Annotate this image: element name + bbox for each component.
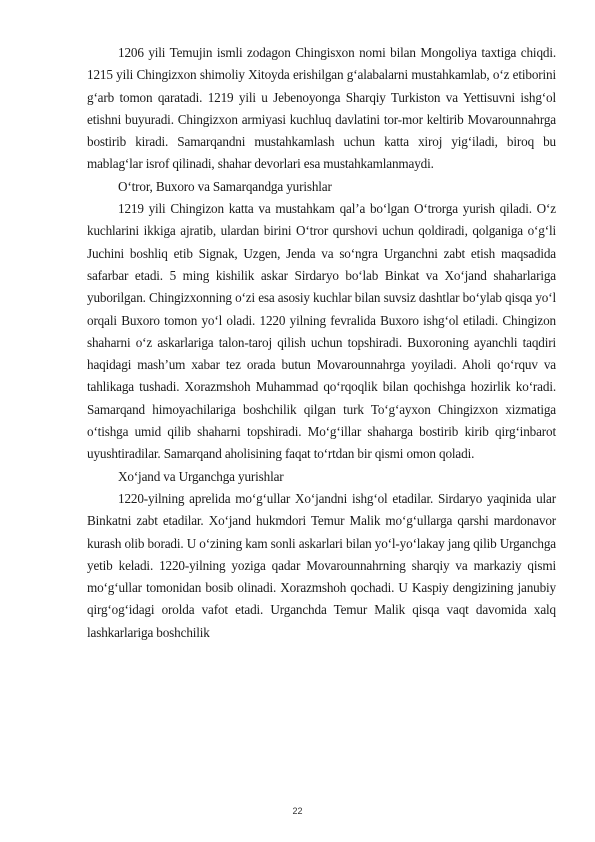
page-number: 22 bbox=[292, 806, 303, 816]
paragraph-otror-campaign: 1219 yili Chingizon katta va mustahkam qal’a bo‘lgan O‘trorga yurish qiladi. O‘z kuchlarini ikkiga ajratib, ulardan birini O‘tror qurshovi uchun qoldiradi, qolganiga o‘g‘li Juchini boshliq etib Signak, Uzgen, Jenda va so‘ngra Urganchni zabt etish maqsadida safarbar etadi. 5 ming kishilik askar Sirdaryo bo‘lab Binkat va Xo‘jand shaharlariga yuborilgan. Chingizxonning o‘zi esa asosiy kuchlar bilan suvsiz dashtlar bo‘ylab qisqa yo‘l orqali Buxoro tomon yo‘l oladi. 1220 yilning fevralida Buxoro ishg‘ol etiladi. Chingizon shaharni o‘z askarlariga talon-taroj qilish uchun topshiradi. Buxoroning ayanchli taqdiri haqidagi mash’um xabar tez orada butun Movarounnahrga yoyiladi. Aholi qo‘rquv va tahlikaga tushadi. Xorazmshoh Muhammad qo‘rqoqlik bilan qochishga hozirlik ko‘radi. Samarqand himoyachilariga boshchilik qilgan turk To‘g‘ayxon Chingizxon xizmatiga o‘tishga umid qilib shaharni topshiradi. Mo‘g‘illar shaharga bostirib kirib qirg‘inbarot uyushtiradilar. Samarqand aholisining faqat to‘rtdan bir qismi omon qoladi. bbox=[87, 201, 556, 462]
paragraph-intro: 1206 yili Temujin ismli zodagon Chingisxon nomi bilan Mongoliya taxtiga chiqdi. 1215 yili Chingizxon shimoliy Xitoyda erishilgan g‘alabalarni mustahkamlab, o‘z etiborini g‘arb tomon qaratadi. 1219 yili u Jebenoyonga Sharqiy Turkiston va Yettisuvni ishg‘ol etishni buyuradi. Chingizxon armiyasi kuchluq davlatini tor-mor keltirib Movarounnahrga bostirib kiradi. Samarqandni mustahkamlash uchun katta xiroj yig‘iladi, biroq bu mablag‘lar isrof qilinadi, shahar devorlari esa mustahkamlanmaydi. bbox=[87, 45, 556, 172]
paragraph-xojand-campaign: 1220-yilning aprelida mo‘g‘ullar Xo‘jandni ishg‘ol etadilar. Sirdaryo yaqinida ular Binkatni zabt etadilar. Xo‘jand hukmdori Temur Malik mo‘g‘ullarga qarshi mardonavor kurash olib boradi. U o‘zining kam sonli askarlari bilan yo‘l-yo‘lakay jang qilib Urganchga yetib keladi. 1220-yilning yoziga qadar Movarounnahrning sharqiy va markaziy qismi mo‘g‘ullar tomonidan bosib olinadi. Xorazmshoh qochadi. U Kaspiy dengizining janubiy qirg‘og‘idagi orolda vafot etadi. Urganchda Temur Malik qisqa vaqt davomida xalq lashkarlariga boshchilik bbox=[87, 490, 556, 640]
section-heading-xojand-urganch: Xo‘jand va Urganchga yurishlar bbox=[118, 468, 284, 484]
section-heading-otror-buxoro-samarqand: O‘tror, Buxoro va Samarqandga yurishlar bbox=[118, 178, 332, 194]
document-body bbox=[87, 42, 556, 644]
